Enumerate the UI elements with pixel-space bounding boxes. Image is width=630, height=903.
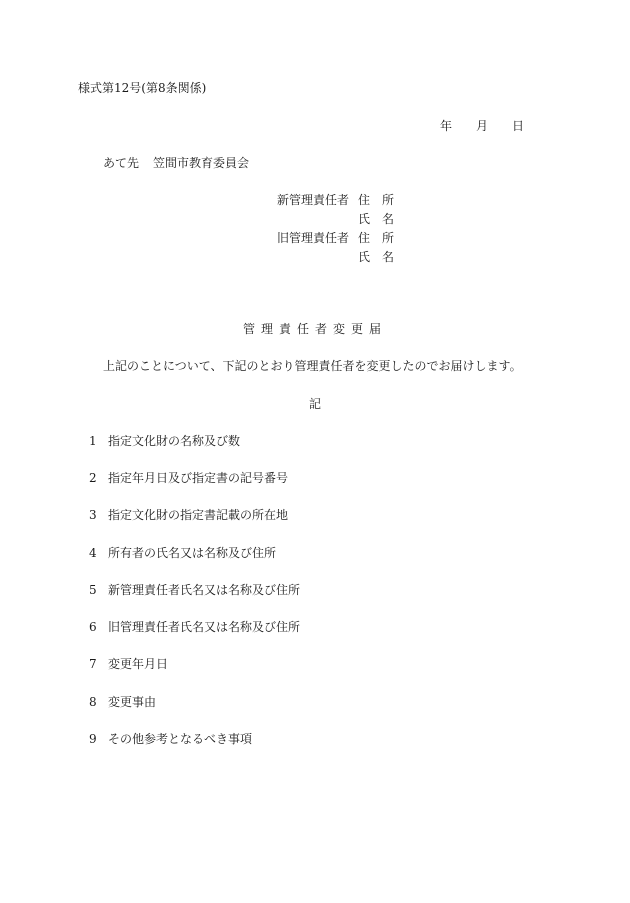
list-item [89,545,276,561]
old-manager-role: 旧管理責任者 [277,231,350,245]
addressee [103,155,249,171]
item-text: 変更年月日 [108,657,169,671]
list-item [89,507,288,523]
list-item [89,731,252,747]
list-item [89,433,240,449]
item-number: 3 [89,508,97,522]
item-text: その他参考となるべき事項 [108,732,253,746]
ki-heading: 記 [308,397,321,411]
list-item [89,694,156,710]
item-number: 2 [89,471,97,485]
addressee-name: 笠間市教育委員会 [153,156,250,170]
new-manager-address-label: 住 所 [358,193,395,207]
body-text: 上記のことについて、下記のとおり管理責任者を変更したのでお届けします。 [103,359,522,373]
item-number: 7 [89,657,97,671]
item-number: 4 [89,546,97,560]
item-text: 指定文化財の指定書記載の所在地 [108,508,289,522]
list-item [89,619,300,635]
date-year-label: 年 [440,119,453,133]
document-title: 管理責任者変更届 [242,322,387,336]
item-number: 6 [89,620,97,634]
item-number: 1 [89,434,97,448]
new-manager-role: 新管理責任者 [277,193,350,207]
addressee-label: あて先 [103,156,140,170]
item-text: 変更事由 [108,695,157,709]
item-number: 8 [89,695,97,709]
old-manager-address-label: 住 所 [358,231,395,245]
item-text: 新管理責任者氏名又は名称及び住所 [108,583,301,597]
list-item [89,656,168,672]
list-item [89,582,300,598]
item-number: 9 [89,732,97,746]
item-number: 5 [89,583,97,597]
item-text: 指定文化財の名称及び数 [108,434,241,448]
new-manager-name-label: 氏 名 [358,212,395,226]
old-manager-name-label: 氏 名 [358,250,395,264]
item-text: 所有者の氏名又は名称及び住所 [108,546,277,560]
list-item [89,470,288,486]
date-day-label: 日 [512,119,525,133]
date-month-label: 月 [476,119,489,133]
form-number: 様式第12号(第8条関係) [78,81,207,95]
item-text: 指定年月日及び指定書の記号番号 [108,471,289,485]
item-text: 旧管理責任者氏名又は名称及び住所 [108,620,301,634]
date-line [440,118,524,134]
